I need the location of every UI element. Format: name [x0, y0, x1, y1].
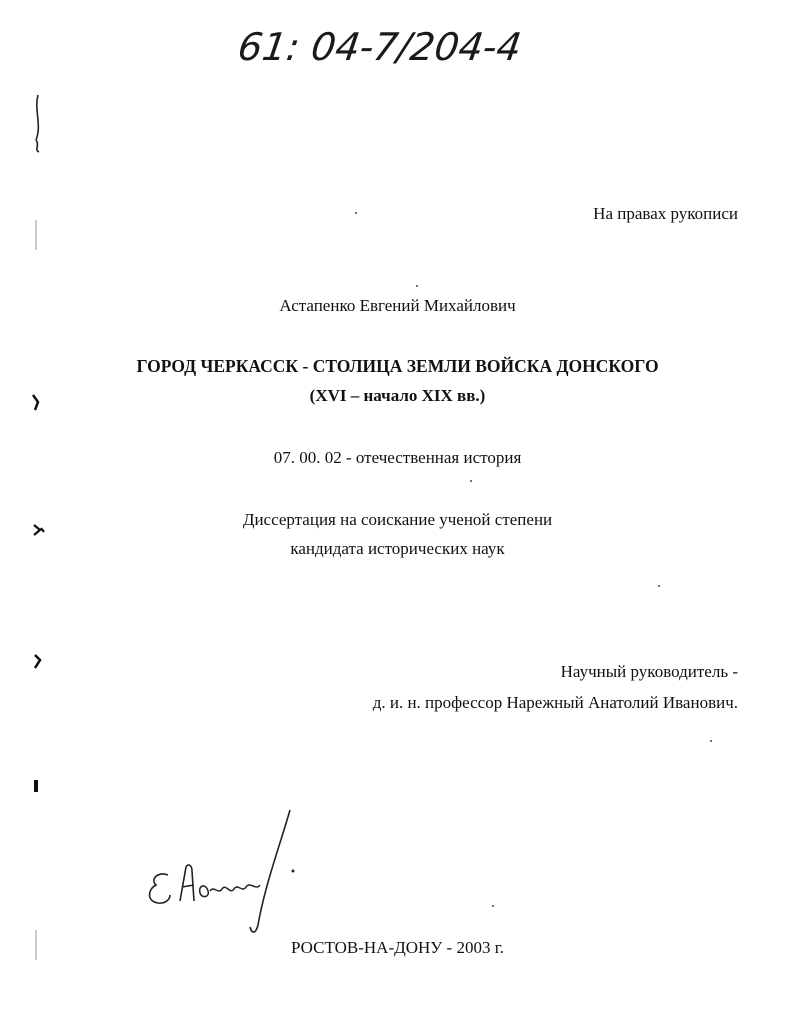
specialty-code: 07. 00. 02 - отечественная история [273, 448, 522, 467]
scan-speck [470, 480, 472, 482]
dissertation-title: ГОРОД ЧЕРКАССК - СТОЛИЦА ЗЕМЛИ ВОЙСКА ДОНСКОГО [136, 356, 659, 376]
place-and-year: РОСТОВ-НА-ДОНУ - 2003 г. [290, 938, 505, 957]
scan-speck [355, 212, 357, 214]
scan-speck [492, 905, 494, 907]
scan-speck [416, 285, 418, 287]
dissertation-subtitle: (XVI – начало XIX вв.) [309, 386, 486, 405]
supervisor-name: д. и. н. профессор Нарежный Анатолий Иванович. [372, 693, 738, 712]
scan-speck [710, 740, 712, 742]
archive-number-text: 61: 04-7/204-4 [235, 26, 524, 70]
supervisor-label: Научный руководитель - [560, 662, 738, 681]
scan-speck [658, 585, 660, 587]
rights-note: На правах рукописи [593, 204, 738, 223]
degree-line-1: Диссертация на соискание ученой степени [242, 510, 553, 529]
degree-line-2: кандидата исторических наук [290, 539, 505, 558]
author-signature [140, 805, 310, 940]
author-name: Астапенко Евгений Михайлович [279, 296, 516, 315]
handwritten-archive-number [235, 0, 524, 110]
